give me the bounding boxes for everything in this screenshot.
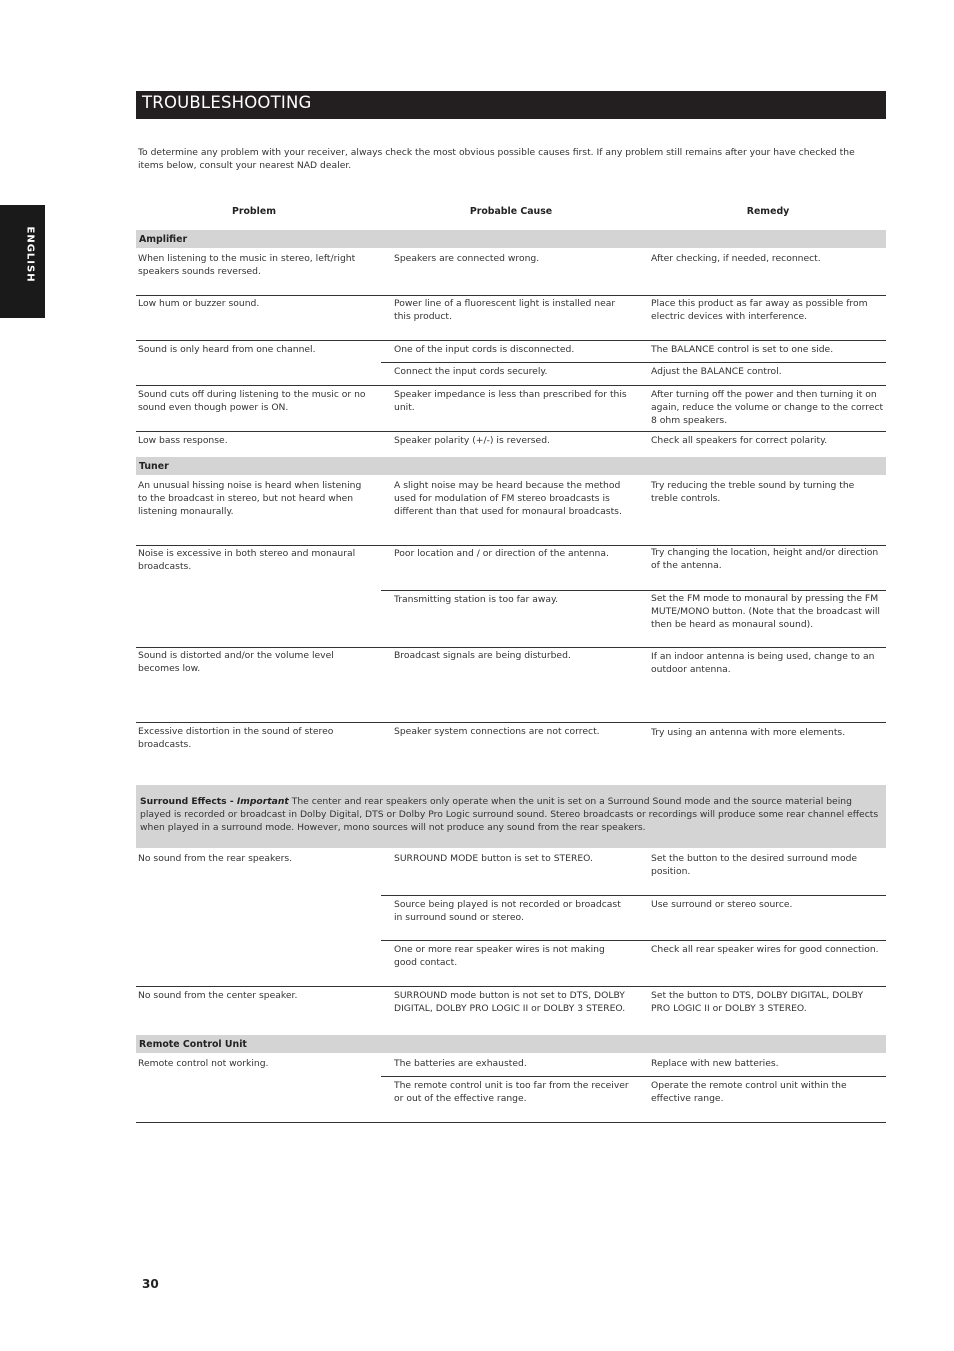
cause-cell: SURROUND mode button is not set to DTS, DOLBY DIGITAL, DOLBY PRO LOGIC II or DOLBY 3 STEREO. xyxy=(394,990,626,1014)
problem-cell: Low bass response. xyxy=(138,435,228,446)
remedy-cell: Try changing the location, height and/or direction of the antenna. xyxy=(651,547,879,571)
surround-body: The center and rear speakers only operate when the unit is set on a Surround Sound mode and the source material being played is recorded or broadcast in Dolby Digital, DTS or Dolby Pro Logic surround sound. Stereo broadcasts or recordings will produce some rear channel effects when played in a surround mode. However, mono sources will not produce any sound from the rear speakers. xyxy=(140,796,879,833)
cause-cell: SURROUND MODE button is set to STEREO. xyxy=(394,853,593,864)
problem-cell: Sound is distorted and/or the volume level becomes low. xyxy=(138,650,334,674)
remedy-cell: Check all rear speaker wires for good connection. xyxy=(651,944,879,955)
problem-cell: Noise is excessive in both stereo and monaural broadcasts. xyxy=(138,548,356,572)
cause-cell: Speaker polarity (+/-) is reversed. xyxy=(394,435,550,446)
column-header-cause: Probable Cause xyxy=(469,206,553,217)
cause-cell: The batteries are exhausted. xyxy=(394,1058,527,1069)
surround-important: Important xyxy=(236,796,289,807)
row-divider xyxy=(136,385,886,386)
problem-cell: Excessive distortion in the sound of stereo broadcasts. xyxy=(138,726,334,750)
row-divider xyxy=(136,340,886,341)
cause-cell: A slight noise may be heard because the method used for modulation of FM stereo broadcasts is different than that used for monaural broadcasts. xyxy=(394,480,622,517)
remedy-cell: Set the FM mode to monaural by pressing the FM MUTE/MONO button. (Note that the broadcast will then be heard as monaural sound). xyxy=(651,593,880,630)
language-tab xyxy=(0,205,45,318)
problem-cell: An unusual hissing noise is heard when listening to the broadcast in stereo, but not heard when listening monaurally. xyxy=(138,480,362,517)
page-title: TROUBLESHOOTING xyxy=(142,93,312,112)
row-divider xyxy=(381,940,886,941)
remedy-cell: Set the button to the desired surround mode position. xyxy=(651,853,858,877)
section-header-remote xyxy=(136,1035,886,1053)
remedy-cell: Replace with new batteries. xyxy=(651,1058,779,1069)
section-header-amplifier xyxy=(136,230,886,248)
remedy-cell: After turning off the power and then turning it on again, reduce the volume or change to the correct 8 ohm speakers. xyxy=(651,389,884,426)
title-bar xyxy=(136,91,886,119)
row-divider xyxy=(381,895,886,896)
cause-cell: Speakers are connected wrong. xyxy=(394,253,540,264)
problem-cell: Remote control not working. xyxy=(138,1058,269,1069)
problem-cell: When listening to the music in stereo, left/right speakers sounds reversed. xyxy=(138,253,356,277)
language-tab-label: ENGLISH xyxy=(24,226,36,283)
remedy-cell: Operate the remote control unit within the effective range. xyxy=(651,1080,847,1104)
cause-cell: Connect the input cords securely. xyxy=(394,366,548,377)
cause-cell: The remote control unit is too far from the receiver or out of the effective range. xyxy=(394,1080,629,1104)
remedy-cell: Use surround or stereo source. xyxy=(651,899,793,910)
remedy-cell: If an indoor antenna is being used, change to an outdoor antenna. xyxy=(651,651,875,675)
remedy-cell: After checking, if needed, reconnect. xyxy=(651,253,821,264)
row-divider xyxy=(136,986,886,987)
cause-cell: Power line of a fluorescent light is installed near this product. xyxy=(394,298,616,322)
remedy-cell: Adjust the BALANCE control. xyxy=(651,366,782,377)
cause-cell: Speaker system connections are not correct. xyxy=(394,726,600,737)
section-header-tuner xyxy=(136,457,886,475)
surround-effects-note xyxy=(136,785,886,848)
column-header-problem: Problem xyxy=(232,206,276,217)
cause-cell: Poor location and / or direction of the antenna. xyxy=(394,548,609,559)
section-title: Amplifier xyxy=(139,234,188,245)
column-header-remedy: Remedy xyxy=(746,206,790,217)
intro-text: To determine any problem with your receiver, always check the most obvious possible causes first. If any problem still remains after your have checked the items below, consult your nearest NAD dealer. xyxy=(138,147,855,171)
problem-cell: Low hum or buzzer sound. xyxy=(138,298,260,309)
problem-cell: Sound cuts off during listening to the music or no sound even though power is ON. xyxy=(138,389,366,413)
section-title: Tuner xyxy=(139,461,169,472)
page-number: 30 xyxy=(142,1277,159,1291)
row-divider xyxy=(381,1076,886,1077)
cause-cell: Speaker impedance is less than prescribed for this unit. xyxy=(394,389,627,413)
cause-cell: One of the input cords is disconnected. xyxy=(394,344,575,355)
row-divider xyxy=(136,431,886,432)
cause-cell: Broadcast signals are being disturbed. xyxy=(394,650,571,661)
section-title: Remote Control Unit xyxy=(139,1039,247,1050)
remedy-cell: Check all speakers for correct polarity. xyxy=(651,435,828,446)
problem-cell: No sound from the center speaker. xyxy=(138,990,298,1001)
remedy-cell: The BALANCE control is set to one side. xyxy=(651,344,834,355)
remedy-cell: Place this product as far away as possible from electric devices with interference. xyxy=(651,298,868,322)
table-bottom-rule xyxy=(136,1122,886,1123)
problem-cell: No sound from the rear speakers. xyxy=(138,853,293,864)
remedy-cell: Set the button to DTS, DOLBY DIGITAL, DOLBY PRO LOGIC II or DOLBY 3 STEREO. xyxy=(651,990,864,1014)
row-divider xyxy=(381,362,886,363)
row-divider xyxy=(136,722,886,723)
row-divider xyxy=(136,295,886,296)
remedy-cell: Try using an antenna with more elements. xyxy=(651,727,846,738)
row-divider xyxy=(381,590,886,591)
cause-cell: One or more rear speaker wires is not making good contact. xyxy=(394,944,605,968)
surround-label: Surround Effects - xyxy=(140,796,237,807)
surround-note-text xyxy=(140,795,884,834)
problem-cell: Sound is only heard from one channel. xyxy=(138,344,316,355)
remedy-cell: Try reducing the treble sound by turning the treble controls. xyxy=(651,480,855,504)
cause-cell: Source being played is not recorded or broadcast in surround sound or stereo. xyxy=(394,899,621,923)
row-divider xyxy=(136,647,886,648)
cause-cell: Transmitting station is too far away. xyxy=(394,594,559,605)
